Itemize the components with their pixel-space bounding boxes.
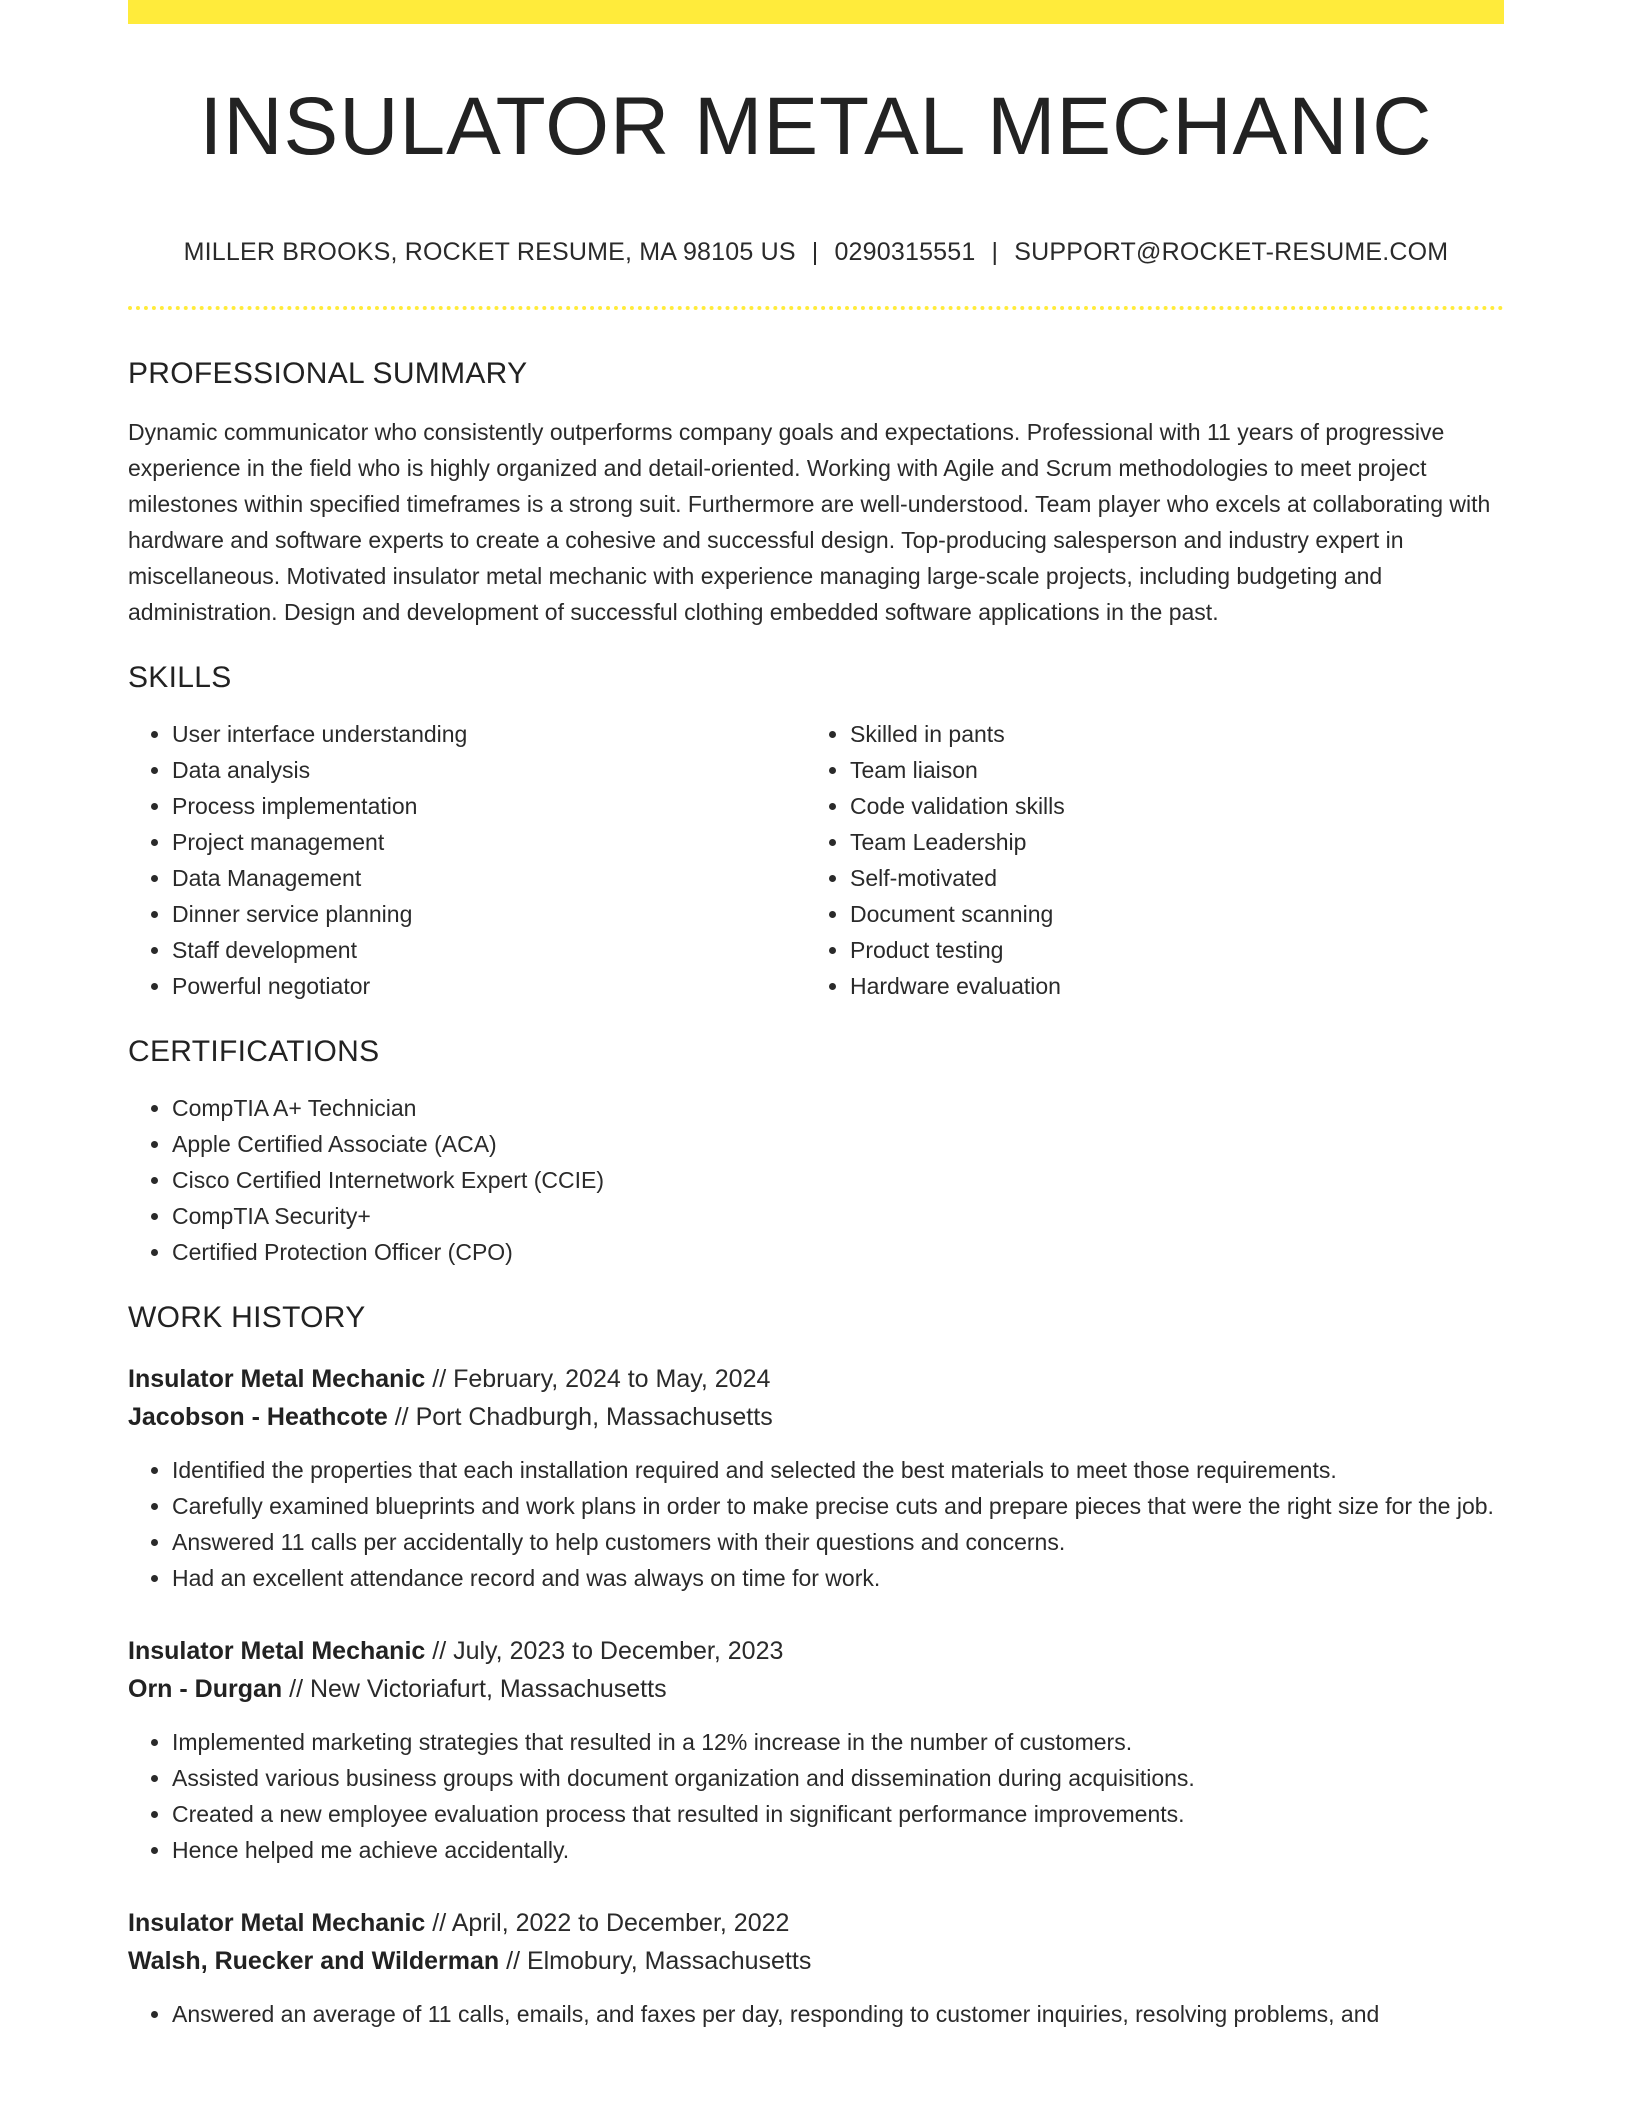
job-role: Insulator Metal Mechanic: [128, 1909, 426, 1937]
skills-left-list: [128, 716, 806, 1004]
resume-page: [128, 0, 1504, 2032]
skills-grid: [128, 716, 1504, 1004]
skill-item: • Staff development: [172, 932, 806, 968]
job-company: Walsh, Ruecker and Wilderman: [128, 1947, 500, 1975]
certification-item: • CompTIA Security+: [172, 1198, 1504, 1234]
job-dates: // February, 2024 to May, 2024: [425, 1365, 771, 1393]
certification-item: • Cisco Certified Internetwork Expert (CCIE): [172, 1162, 1504, 1198]
skill-item: • Data Management: [172, 860, 806, 896]
certifications-list: [128, 1090, 1504, 1270]
job-dates: // July, 2023 to December, 2023: [425, 1637, 784, 1665]
skill-item: • Skilled in pants: [850, 716, 1484, 752]
skill-item: • Self-motivated: [850, 860, 1484, 896]
job-bullet: • Answered an average of 11 calls, emails, and faxes per day, responding to customer inquiries, resolving problems, and: [172, 1996, 1504, 2032]
accent-bar: [128, 0, 1504, 24]
job-company-line: [128, 1670, 1504, 1708]
job-bullet: • Implemented marketing strategies that resulted in a 12% increase in the number of customers.: [172, 1724, 1504, 1760]
job-title-line: [128, 1904, 1504, 1942]
job-dates: // April, 2022 to December, 2022: [425, 1909, 790, 1937]
job-entry: [128, 1904, 1504, 2032]
job-bullet: • Created a new employee evaluation process that resulted in significant performance improvements.: [172, 1796, 1504, 1832]
certification-item: • CompTIA A+ Technician: [172, 1090, 1504, 1126]
contact-separator: |: [991, 238, 999, 266]
certifications-heading: CERTIFICATIONS: [128, 1035, 380, 1068]
skills-heading: SKILLS: [128, 661, 232, 694]
job-entry: [128, 1632, 1504, 1868]
job-title-line: [128, 1360, 1504, 1398]
skill-item: • Project management: [172, 824, 806, 860]
job-bullet: • Had an excellent attendance record and was always on time for work.: [172, 1560, 1504, 1596]
job-company: Jacobson - Heathcote: [128, 1403, 388, 1431]
job-company: Orn - Durgan: [128, 1675, 283, 1703]
skill-item: • Powerful negotiator: [172, 968, 806, 1004]
job-bullet: • Identified the properties that each installation required and selected the best materials to meet those requirements.: [172, 1452, 1504, 1488]
skill-item: • Team Leadership: [850, 824, 1484, 860]
job-company-line: [128, 1398, 1504, 1436]
contact-email: SUPPORT@ROCKET-RESUME.COM: [1014, 238, 1449, 266]
header-divider: [128, 306, 1504, 310]
summary-text: Dynamic communicator who consistently outperforms company goals and expectations. Professional with 11 years of progressive experience in the field who is highly organized and detail-oriented. Working with Agile and Scrum methodologies to meet project milestones within specified timeframes is a strong suit. Furthermore are well-understood. Team player who excels at collaborating with hardware and software experts to create a cohesive and successful design. Top-producing salesperson and industry expert in miscellaneous. Motivated insulator metal mechanic with experience managing large-scale projects, including budgeting and administration. Design and development of successful clothing embedded software applications in the past.: [128, 419, 1491, 625]
skill-item: • User interface understanding: [172, 716, 806, 752]
job-location: // Elmobury, Massachusetts: [499, 1947, 812, 1975]
resume-name: INSULATOR METAL MECHANIC: [199, 81, 1433, 172]
job-title-line: [128, 1632, 1504, 1670]
contact-separator: |: [811, 238, 819, 266]
certification-item: • Certified Protection Officer (CPO): [172, 1234, 1504, 1270]
skill-item: • Process implementation: [172, 788, 806, 824]
job-bullet: • Carefully examined blueprints and work plans in order to make precise cuts and prepare pieces that were the right size for the job.: [172, 1488, 1504, 1524]
job-bullet: • Assisted various business groups with document organization and dissemination during acquisitions.: [172, 1760, 1504, 1796]
certification-item: • Apple Certified Associate (ACA): [172, 1126, 1504, 1162]
contact-address: MILLER BROOKS, ROCKET RESUME, MA 98105 US: [183, 238, 796, 266]
skill-item: • Product testing: [850, 932, 1484, 968]
skill-item: • Data analysis: [172, 752, 806, 788]
job-location: // New Victoriafurt, Massachusetts: [282, 1675, 667, 1703]
job-bullets: [128, 1996, 1504, 2032]
job-bullets: [128, 1452, 1504, 1596]
skill-item: • Team liaison: [850, 752, 1484, 788]
skill-item: • Dinner service planning: [172, 896, 806, 932]
job-company-line: [128, 1942, 1504, 1980]
job-entry: [128, 1360, 1504, 1596]
summary-heading: PROFESSIONAL SUMMARY: [128, 357, 528, 390]
skill-item: • Code validation skills: [850, 788, 1484, 824]
contact-phone: 0290315551: [834, 238, 976, 266]
contact-line: [128, 238, 1504, 267]
skill-item: • Hardware evaluation: [850, 968, 1484, 1004]
skill-item: • Document scanning: [850, 896, 1484, 932]
job-role: Insulator Metal Mechanic: [128, 1637, 426, 1665]
job-role: Insulator Metal Mechanic: [128, 1365, 426, 1393]
job-location: // Port Chadburgh, Massachusetts: [387, 1403, 773, 1431]
job-bullet: • Hence helped me achieve accidentally.: [172, 1832, 1504, 1868]
skills-right-list: [806, 716, 1484, 1004]
job-bullets: [128, 1724, 1504, 1868]
work-history-heading: WORK HISTORY: [128, 1301, 366, 1334]
job-bullet: • Answered 11 calls per accidentally to help customers with their questions and concerns.: [172, 1524, 1504, 1560]
